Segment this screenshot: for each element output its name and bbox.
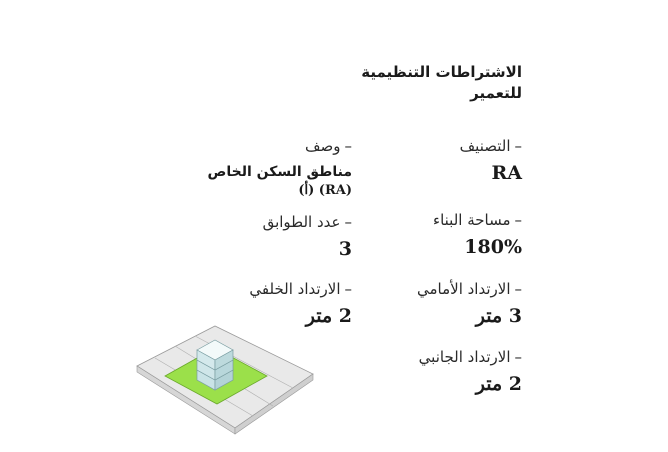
building-area-label: مساحة البناء [433, 211, 511, 229]
description-item [102, 136, 352, 200]
side-setback-label: الارتداد الجانبي [418, 348, 511, 366]
classification-label: التصنيف [459, 137, 511, 155]
description-value: مناطق السكن الخاص [207, 164, 352, 180]
title-line-2: للتعمير [470, 84, 522, 102]
front-setback-value: 3 متر [475, 305, 522, 327]
dash-marker: – [344, 213, 352, 231]
dash-marker: – [344, 137, 352, 155]
description-code: (RA) (أ) [298, 183, 352, 198]
classification-value: RA [491, 162, 522, 184]
floors-label: عدد الطوابق [262, 213, 341, 231]
dash-marker: – [514, 137, 522, 155]
building-block [197, 340, 233, 390]
dash-marker: – [344, 280, 352, 298]
floors-item [102, 212, 352, 262]
floors-value: 3 [338, 238, 352, 260]
plot-illustration [135, 318, 315, 448]
building-area-value: 180% [464, 236, 522, 258]
dash-marker: – [514, 211, 522, 229]
rear-setback-value: 2 متر [305, 305, 352, 327]
title-line-1: الاشتراطات التنظيمية [361, 63, 522, 81]
regulations-title [282, 62, 522, 104]
front-setback-label: الارتداد الأمامي [417, 280, 511, 298]
dash-marker: – [514, 348, 522, 366]
description-label: وصف [304, 137, 341, 155]
side-setback-value: 2 متر [475, 373, 522, 395]
dash-marker: – [514, 280, 522, 298]
rear-setback-label: الارتداد الخلفي [249, 280, 341, 298]
